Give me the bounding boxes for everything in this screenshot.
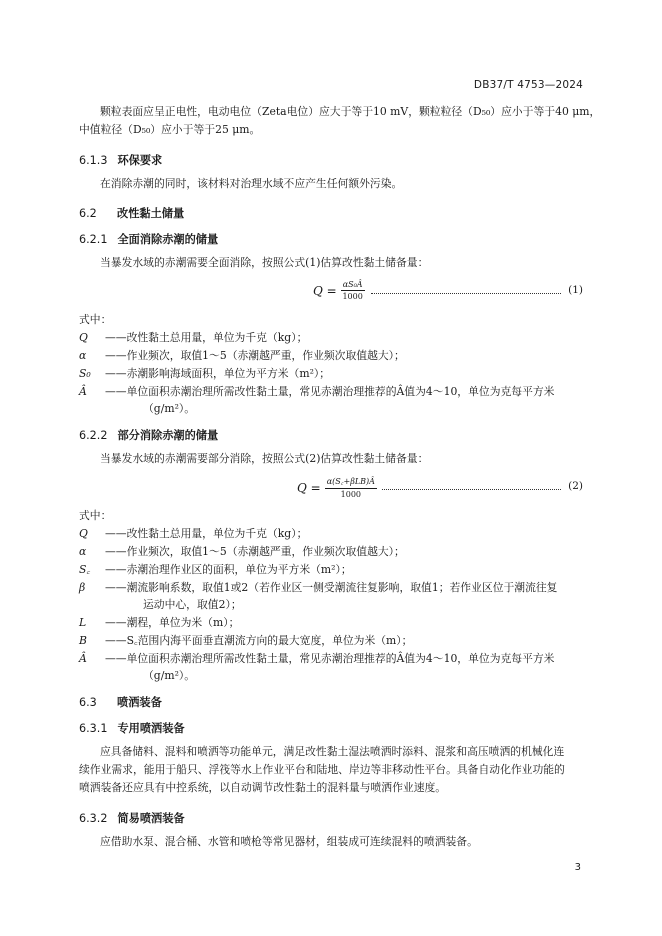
section-number: 6.3.1 [79,722,108,735]
section-title: 改性黏土储量 [117,207,185,220]
definition-row: Â ——单位面积赤潮治理所需改性黏土量，常见赤潮治理推荐的Â值为4～10，单位为克每平方米 [79,652,555,665]
definition-row: Q ——改性黏土总用量，单位为千克（kg）； [79,527,308,540]
section-6-2-1-text: 当暴发水域的赤潮需要全面消除，按照公式(1)估算改性黏土储备量： [100,256,429,269]
section-number: 6.1.3 [79,154,108,167]
section-6-2-1-heading [79,231,218,247]
definition-row: Q ——改性黏土总用量，单位为千克（kg）； [79,331,308,344]
definition-row: α ——作业频次，取值1～5（赤潮越严重，作业频次取值越大）； [79,349,405,362]
section-6-1-3-heading [79,152,162,168]
section-title: 全面消除赤潮的储量 [117,233,219,246]
definition-continuation: （g/m²）。 [143,669,196,682]
standard-code-header: DB37/T 4753—2024 [473,79,583,91]
definition-continuation: 运动中心，取值2）； [143,598,242,611]
definition-row: S꜀ ——赤潮治理作业区的面积，单位为平方米（m²）； [79,563,352,576]
section-number: 6.2.2 [79,429,108,442]
definition-row: B ——S꜀范围内海平面垂直潮流方向的最大宽度，单位为米（m）； [79,634,413,647]
definition-row: S₀ ——赤潮影响海域面积，单位为平方米（m²）； [79,367,331,380]
formula-fraction [325,476,377,499]
section-title: 喷洒装备 [117,696,162,709]
formula-1 [313,280,583,302]
formula-2 [297,476,583,498]
formula-fraction [341,280,365,301]
page-number: 3 [574,862,581,873]
definition-row: β ——潮流影响系数，取值1或2（若作业区一侧受潮流往复影响，取值1；若作业区位于潮流往复 [79,581,558,594]
formula-number: (1) [568,284,583,296]
section-6-3-2-text: 应借助水泵、混合桶、水管和喷枪等常见器材，组装成可连续混料的喷洒装备。 [100,835,478,848]
definition-row: L ——潮程，单位为米（m）； [79,616,240,629]
section-6-3-1-heading [79,720,185,736]
section-title: 简易喷洒装备 [117,812,185,825]
section-6-1-3-text: 在消除赤潮的同时，该材料对治理水域不应产生任何额外污染。 [100,177,403,190]
section-number: 6.2 [79,207,97,220]
formula-number: (2) [568,480,583,492]
intro-line-1: 颗粒表面应呈正电性，电动电位（Zeta电位）应大于等于10 mV，颗粒粒径（D₅₀）应小于等于40 μm， [100,105,601,118]
formula-denominator: 1000 [342,292,363,301]
section-6-2-2-heading [79,427,218,443]
section-title: 部分消除赤潮的储量 [117,429,219,442]
formula-numerator: αS₀Â [342,280,363,289]
section-number: 6.3 [79,696,97,709]
paragraph-line: 应具备储料、混料和喷洒等功能单元，满足改性黏土湿法喷洒时添料、混浆和高压喷洒的机械化连 [100,745,565,758]
formula-lhs: Q = [297,480,321,495]
definition-row: Â ——单位面积赤潮治理所需改性黏土量，常见赤潮治理推荐的Â值为4～10，单位为克每平方米 [79,385,555,398]
dot-leader [382,489,561,490]
paragraph-line: 喷洒装备还应具有中控系统，以自动调节改性黏土的混料量与喷洒作业速度。 [79,781,447,794]
where-label: 式中： [79,313,112,326]
section-number: 6.2.1 [79,233,108,246]
section-6-3-2-heading [79,810,185,826]
formula-numerator: α(S꜀+βLB)Â [325,476,377,489]
section-6-2-2-text: 当暴发水域的赤潮需要部分消除，按照公式(2)估算改性黏土储备量： [100,452,429,465]
section-6-3-heading [79,694,162,710]
section-title: 环保要求 [117,154,163,167]
section-number: 6.3.2 [79,812,108,825]
dot-leader [371,293,561,294]
section-6-2-heading [79,205,184,221]
definition-row: α ——作业频次，取值1～5（赤潮越严重，作业频次取值越大）； [79,545,405,558]
formula-lhs: Q = [313,283,337,298]
section-title: 专用喷洒装备 [117,722,185,735]
where-label: 式中： [79,509,112,522]
intro-line-2: 中值粒径（D₅₀）应小于等于25 μm。 [79,123,261,136]
formula-denominator: 1000 [340,490,361,499]
paragraph-line: 续作业需求，能用于船只、浮筏等水上作业平台和陆地、岸边等非移动性平台。具备自动化作业功能的 [79,763,565,776]
definition-continuation: （g/m²）。 [143,402,196,415]
